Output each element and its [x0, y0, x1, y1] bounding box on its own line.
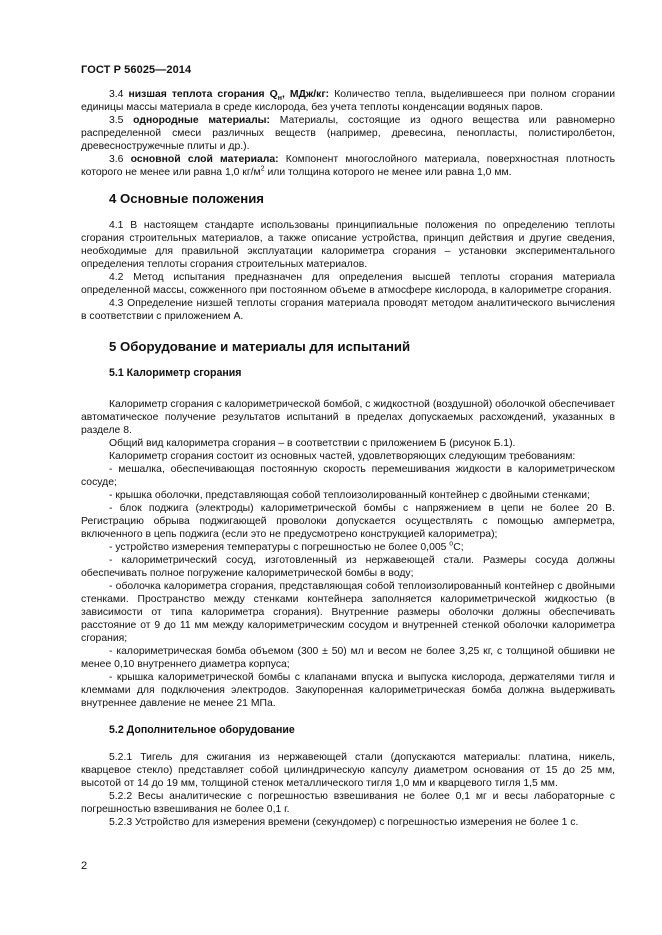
definition-3-4: 3.4 низшая теплота сгорания $Q_н$, МДж/кг: Количество тепла, выделившееся при полном сгорании единицы массы материала в среде кислорода, без учета теплоты конденсации водяных паров. [81, 89, 616, 113]
subsection-5-1-heading: 5.1 Калориметр сгорания [109, 367, 242, 379]
list-item-bomb-lid: - крышка калориметрической бомбы с клапанами впуска и выпуска кислорода, держателями тигля и клеммами для подключения электродов. Закупоренная калориметрическая бомба должна выдерживать внутреннее давление не менее 21 МПа. [81, 672, 615, 709]
list-item-lid: - крышка оболочки, представляющая собой теплоизолированный контейнер с двойными стенками; [109, 490, 590, 501]
subsection-5-2-heading: 5.2 Дополнительное оборудование [109, 724, 295, 736]
section-5-heading: 5 Оборудование и материалы для испытаний [109, 339, 411, 354]
definition-3-6: 3.6 основной слой материала: Компонент многослойного материала, поверхностная плотность которого не менее или равна 1,0 $кг/м^2$ или толщина которого не менее или равна 1,0 мм. [81, 154, 616, 178]
list-item-jacket: - оболочка калориметра сгорания, представляющая собой теплоизолированный контейнер с двойными стенками. Пространство между стенками контейнера заполняется калориметрической жидкостью (в зависимости от типа калориметра сгорания). Внутренние размеры оболочки должны обеспечивать расстояние от 9 до 11 мм между калориметрическим сосудом и внутренней стенкой оболочки калориметра сгорания; [81, 581, 615, 644]
paragraph-5-2-1: 5.2.1 Тигель для сжигания из нержавеющей стали (допускаются материалы: платина, никель, кварцевое стекло) представляет собой цилиндрическую капсулу диаметром основания от 15 до 25 мм, высотой от 14 до 19 мм, толщиной стенок металлического тигля 1,0 мм и кварцевого тигля 1,5 мм. [81, 752, 615, 789]
paragraph-4-2: 4.2 Метод испытания предназначен для определения высшей теплоты сгорания материала определенной массы, сожженного при постоянном объеме в атмосфере кислорода, в калориметре сгорания. [81, 272, 615, 296]
list-item-vessel: - калориметрический сосуд, изготовленный из нержавеющей стали. Размеры сосуда должны обеспечивать полное погружение калориметрической бомбы в воду; [81, 555, 615, 579]
definition-3-5: 3.5 однородные материалы: Материалы, состоящие из одного вещества или равномерно распределенной смеси различных веществ (например, древесина, пенопласты, полистиролбетон, древесностружечные плиты и др.). [81, 115, 615, 152]
page-number: 2 [81, 860, 88, 872]
paragraph-5-2-2: 5.2.2 Весы аналитические с погрешностью взвешивания не более 0,1 мг и весы лабораторные с погрешностью взвешивания не более 0,1 г. [81, 791, 615, 815]
list-item-mixer: - мешалка, обеспечивающая постоянную скорость перемешивания жидкости в калориметрическом сосуде; [81, 464, 615, 488]
paragraph-5-1-a: Калориметр сгорания с калориметрической бомбой, с жидкостной (воздушной) оболочкой обеспечивает автоматическое получение результатов испытаний в пределах допускаемых расхождений, указанных в разделе 8. [81, 399, 615, 436]
section-4-heading: 4 Основные положения [109, 191, 264, 206]
paragraph-5-1-b: Общий вид калориметра сгорания – в соответствии с приложением Б (рисунок Б.1). [109, 438, 516, 449]
paragraph-5-1-c: Калориметр сгорания состоит из основных частей, удовлетворяющих следующим требованиям: [109, 451, 576, 462]
list-item-ignition: - блок поджига (электроды) калориметрической бомбы с напряжением в цепи не более 20 В. Регистрацию обрыва поджигающей проволоки допускается осуществлять с помощью амперметра, включенного в цепь поджига (если это не предусмотрено конструкцией калориметра); [81, 503, 615, 540]
list-item-bomb: - калориметрическая бомба объемом (300 ± 50) мл и весом не более 3,25 кг, с толщиной обшивки не менее 0,10 внутреннего диаметра корпуса; [81, 646, 615, 670]
document-header: ГОСТ Р 56025—2014 [81, 64, 192, 76]
document-body [81, 88, 615, 829]
paragraph-5-2-3: 5.2.3 Устройство для измерения времени (секундомер) с погрешностью измерения не более 1 с. [109, 817, 579, 828]
list-item-thermometer: - устройство измерения температуры с погрешностью не более 0,005 $^о$С; [109, 540, 464, 553]
paragraph-4-3: 4.3 Определение низшей теплоты сгорания материала проводят методом аналитического вычисления в соответствии с приложением А. [81, 298, 615, 322]
paragraph-4-1: 4.1 В настоящем стандарте использованы принципиальные положения по определению теплоты сгорания строительных материалов, а также описание устройства, принцип действия и другие сведения, необходимые для правильной эксплуатации калориметра сгорания – установки экспериментального определения теплоты сгорания строительных материалов. [81, 220, 615, 270]
